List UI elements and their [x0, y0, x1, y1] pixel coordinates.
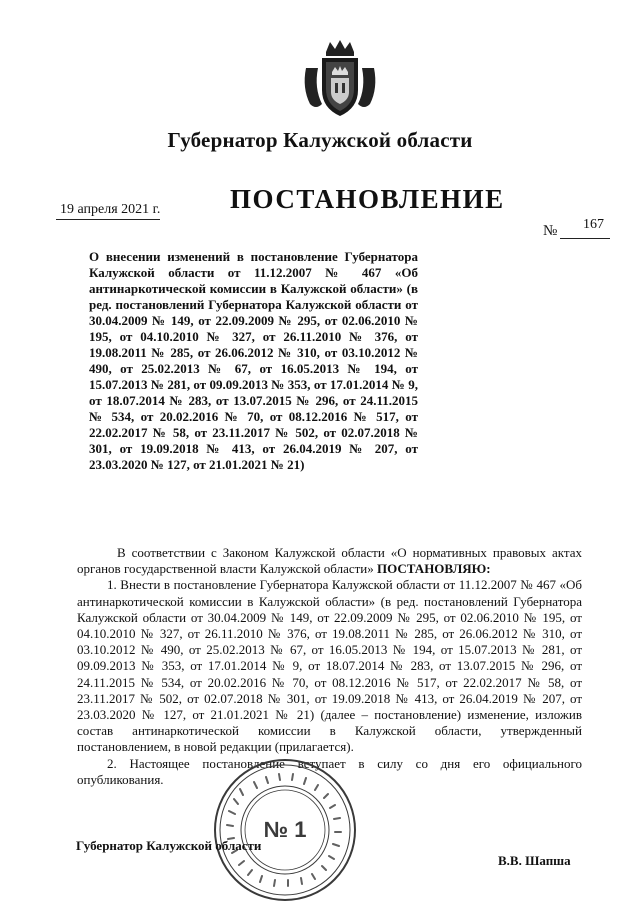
number-sign: №: [543, 223, 558, 239]
preamble-text: В соответствии с Законом Калужской области «О нормативных правовых актах органов государственной власти Калужской области»: [77, 545, 582, 577]
issuer-title: Губернатор Калужской области: [167, 128, 473, 152]
signatory-name: В.В. Шапша: [498, 853, 571, 868]
date-underline: [56, 219, 160, 220]
decree-word: ПОСТАНОВЛЯЮ:: [377, 561, 491, 577]
document-body: [77, 545, 582, 788]
document-type-heading: ПОСТАНОВЛЕНИЕ: [230, 184, 505, 214]
coat-of-arms-emblem: [300, 38, 380, 120]
document-subject: О внесении изменений в постановление Губернатора Калужской области от 11.12.2007 № 467 «Об антинаркотической комиссии в Калужской области» (в ред. постановлений Губернатора Калужской области от 30.04.2009 № 149, от 22.09.2009 № 295, от 02.06.2010 № 195, от 04.10.2010 № 327, от 26.11.2010 № 376, от 19.08.2011 № 285, от 26.06.2012 № 310, от 03.10.2012 № 490, от 25.02.2013 № 67, от 16.05.2013 № 194, от 15.07.2013 № 281, от 09.09.2013 № 353, от 17.01.2014 № 9, от 18.07.2014 № 283, от 13.07.2015 № 296, от 24.11.2015 № 534, от 20.02.2016 № 70, от 08.12.2016 № 517, от 22.02.2017 № 58, от 23.11.2017 № 502, от 02.07.2018 № 301, от 19.09.2018 № 413, от 26.04.2019 № 207, от 23.03.2020 № 127, от 21.01.2021 № 21): [89, 249, 418, 472]
item-1-paragraph: 1. Внести в постановление Губернатора Калужской области от 11.12.2007 № 467 «Об антинаркотической комиссии в Калужской области» (в ред. постановлений Губернатора Калужской области от 30.04.2009 № 149, от 22.09.2009 № 295, от 02.06.2010 № 195, от 04.10.2010 № 327, от 26.11.2010 № 376, от 19.08.2011 № 285, от 26.06.2012 № 310, от 03.10.2012 № 490, от 25.02.2013 № 67, от 16.05.2013 № 194, от 15.07.2013 № 281, от 09.09.2013 № 353, от 17.01.2014 № 9, от 18.07.2014 № 283, от 13.07.2015 № 296, от 24.11.2015 № 534, от 20.02.2016 № 70, от 08.12.2016 № 517, от 22.02.2017 № 58, от 23.11.2017 № 502, от 02.07.2018 № 301, от 19.09.2018 № 413, от 26.04.2019 № 207, от 23.03.2020 № 127, от 21.01.2021 № 21) (далее – постановление) изменение, изложив состав антинаркотической комиссии в Калужской области, утвержденный постановлением, в новой редакции (прилагается).: [77, 577, 582, 755]
signatory-title: Губернатор Калужской области: [76, 838, 262, 853]
item-2-paragraph: 2. Настоящее постановление вступает в силу со дня его официального опубликования.: [77, 755, 582, 787]
number-underline: [560, 238, 610, 239]
official-seal-stamp: [210, 755, 360, 905]
document-date: 19 апреля 2021 г.: [60, 202, 161, 217]
document-number: 167: [583, 217, 604, 232]
preamble-paragraph: [77, 545, 582, 577]
stamp-center-text: № 1: [263, 817, 307, 842]
